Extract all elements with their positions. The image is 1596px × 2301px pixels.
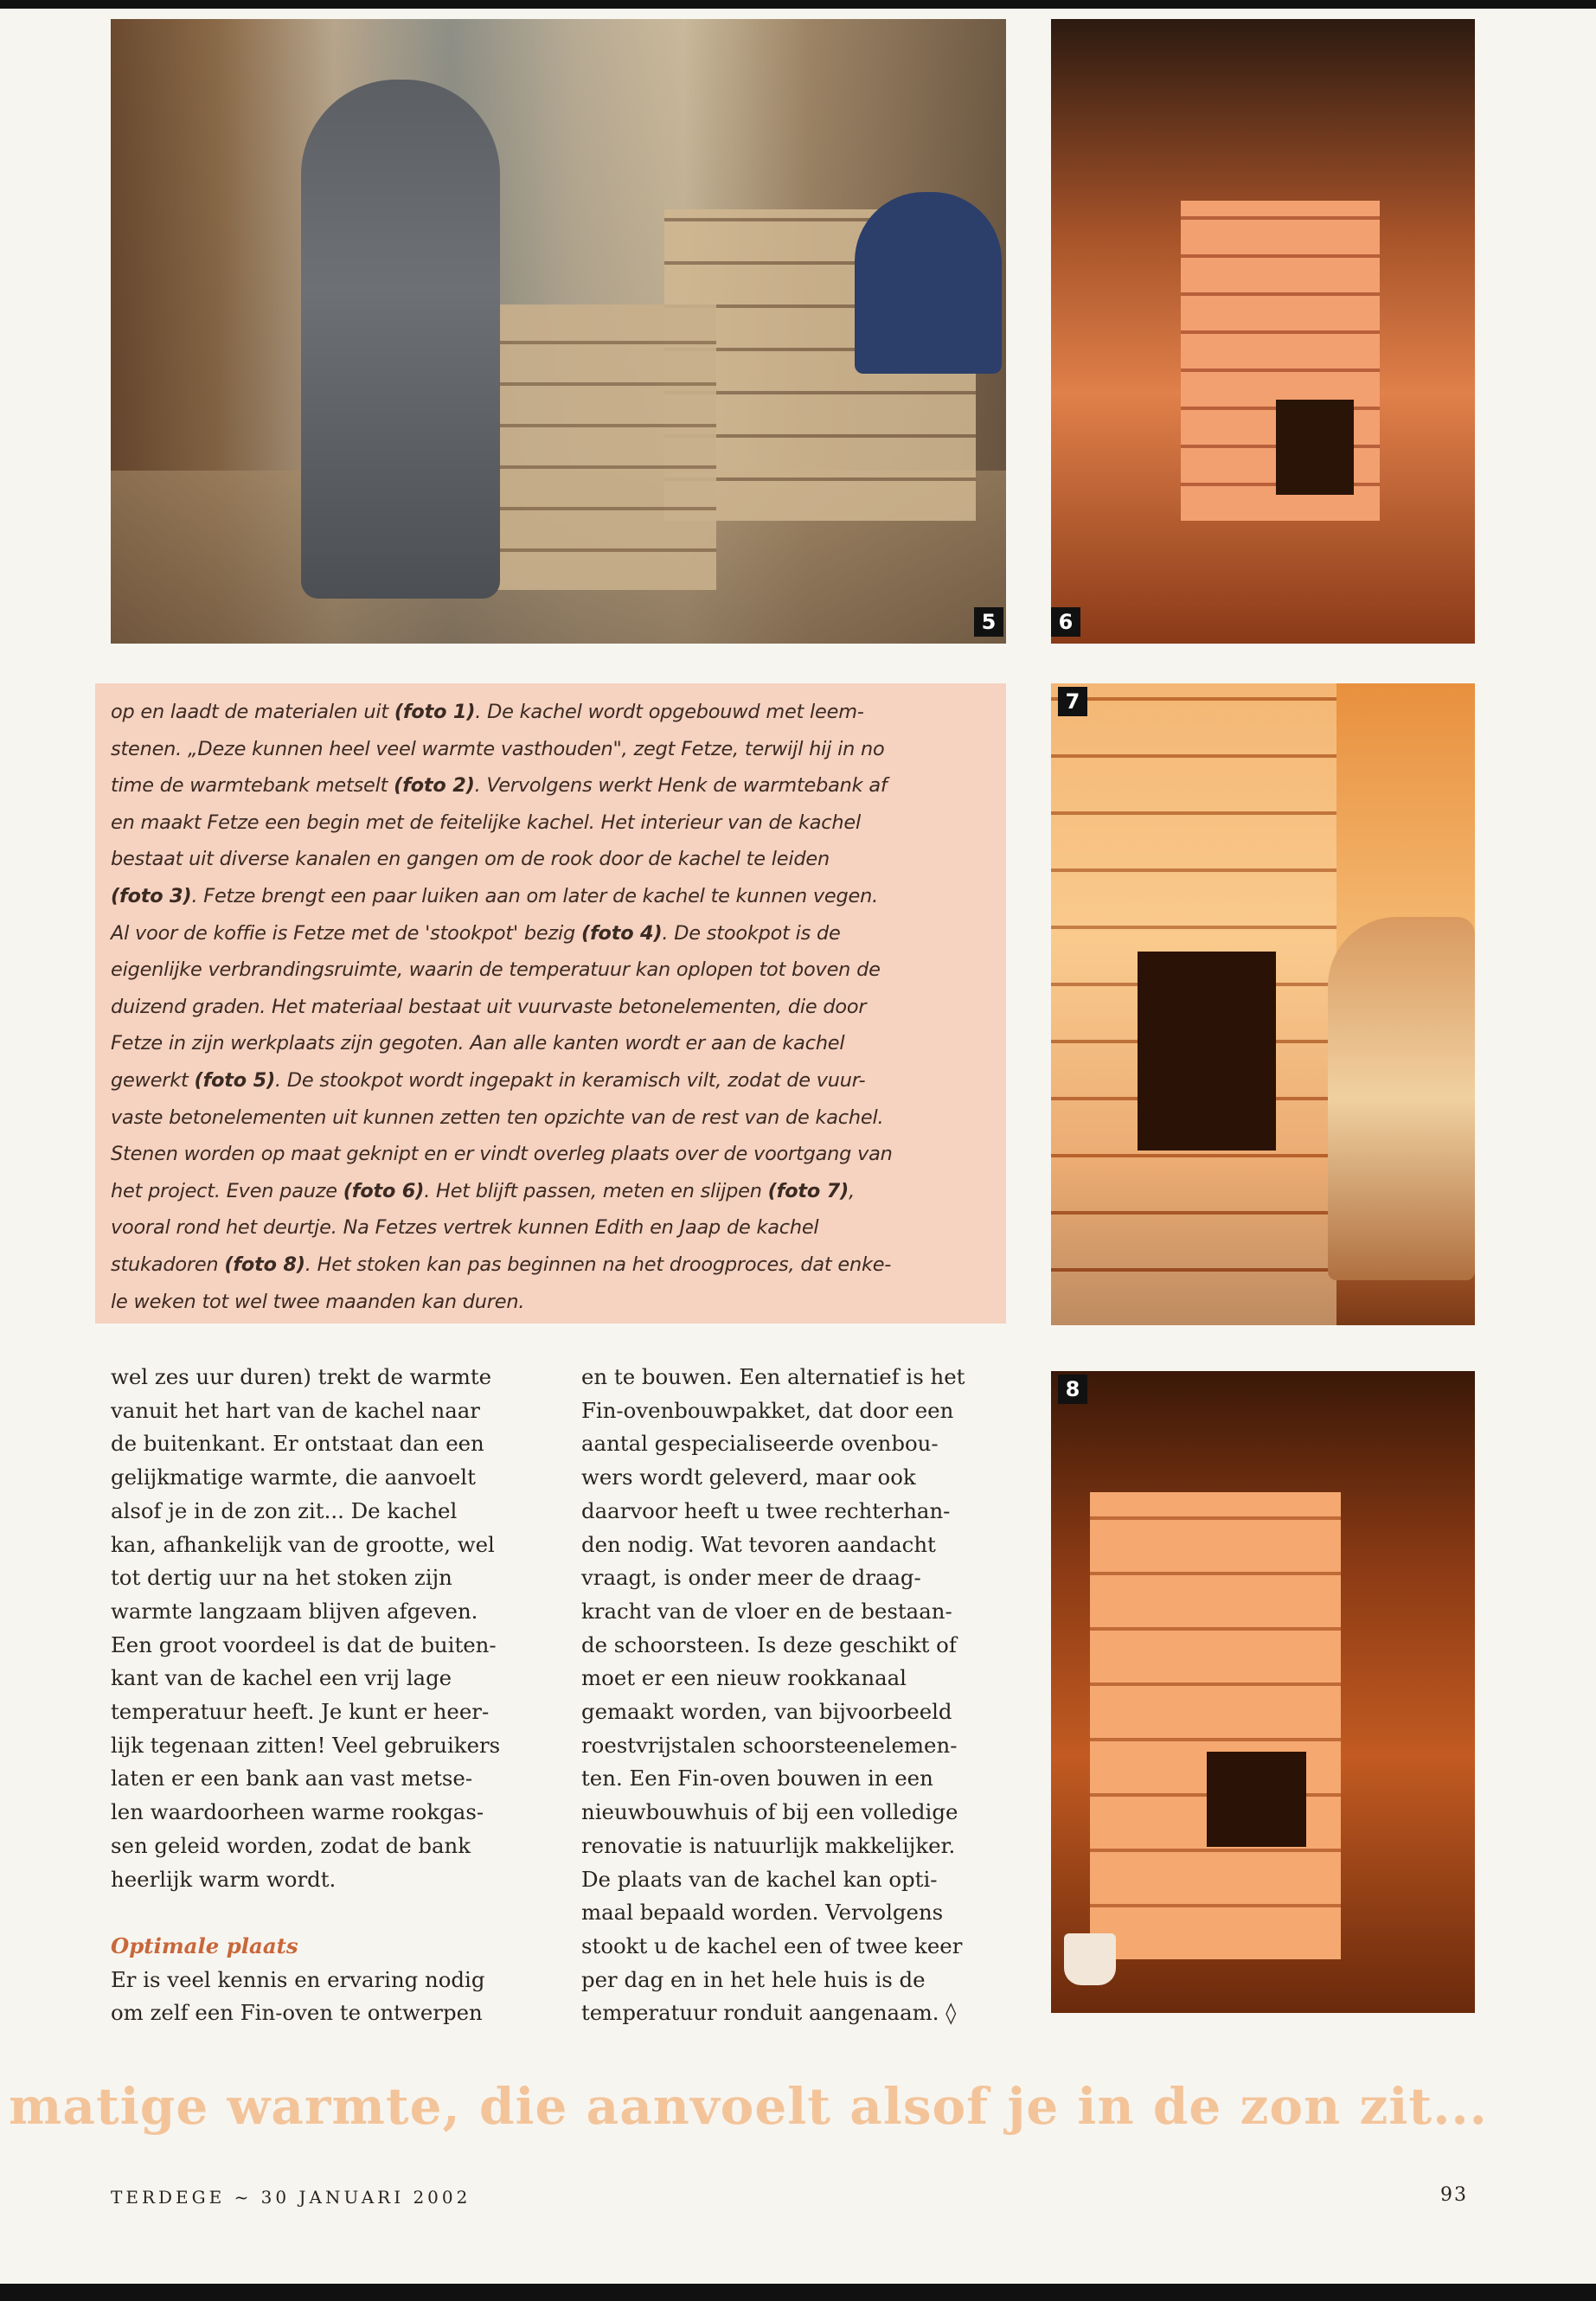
caption-segment: vooral rond het deurtje. Na Fetzes vertrek kunnen Edith en Jaap de kachel: [111, 1216, 819, 1240]
caption-line: [111, 996, 866, 1018]
body-paragraph-2: Er is veel kennis en ervaring nodig om zelf een Fin-oven te ontwerpen: [111, 1966, 485, 2026]
caption-segment: en maakt Fetze een begin met de feitelijke kachel. Het interieur van de kachel: [111, 811, 861, 834]
page-number: 93: [1440, 2184, 1468, 2206]
caption-segment: Al voor de koffie is Fetze met de 'stookpot' bezig: [111, 921, 581, 945]
photo-5: [111, 19, 1006, 644]
caption-segment: het project. Even pauze: [111, 1179, 343, 1202]
caption-line: [111, 1143, 893, 1165]
caption-line: [111, 885, 878, 907]
photo-number-5: 5: [974, 607, 1003, 637]
caption-segment: le weken tot wel twee maanden kan duren.: [111, 1290, 525, 1313]
caption-segment: . De stookpot wordt ingepakt in keramisch vilt, zodat de vuur-: [275, 1068, 866, 1092]
caption-segment: ,: [849, 1179, 856, 1202]
caption-segment: Fetze in zijn werkplaats zijn gegoten. Aan alle kanten wordt er aan de kachel: [111, 1032, 845, 1055]
caption-segment: stukadoren: [111, 1253, 225, 1276]
photo-reference: (foto 2): [394, 774, 475, 798]
top-rule: [0, 0, 1596, 9]
caption-line: [111, 1216, 818, 1239]
photo-reference: (foto 6): [343, 1179, 425, 1202]
caption-segment: time de warmtebank metselt: [111, 774, 394, 798]
photo-reference: (foto 5): [194, 1068, 275, 1092]
caption-segment: . Vervolgens werkt Henk de warmtebank af: [474, 774, 888, 798]
photo-7: [1051, 683, 1475, 1325]
caption-segment: . Fetze brengt een paar luiken aan om later de kachel te kunnen vegen.: [191, 884, 879, 907]
pull-quote: matige warmte, die aanvoelt alsof je in de zon zit...: [9, 2077, 1488, 2136]
caption-segment: eigenlijke verbrandingsruimte, waarin de temperatuur kan oplopen tot boven de: [111, 958, 881, 982]
photo-reference: (foto 8): [224, 1253, 305, 1276]
caption-segment: . De stookpot is de: [662, 921, 841, 945]
caption-line: [111, 738, 885, 760]
footer-publication: TERDEGE ~ 30 JANUARI 2002: [111, 2187, 471, 2208]
caption-line: [111, 922, 841, 945]
body-column-2: en te bouwen. Een alternatief is het Fin-ovenbouwpakket, dat door een aantal gespecialiseerde ovenbou- wers wordt geleverd, maar ook daarvoor heeft u twee rechterhan- den nodig. Wat tevoren aandacht vraagt, is onder meer de draag- kracht van de vloer en de bestaan- de schoorsteen. Is deze geschikt of moet er een nieuw rookkanaal gemaakt worden, van bijvoorbeeld roestvrijstalen schoorsteenelemen- ten. Een Fin-oven bouwen in een nieuwbouwhuis of bij een volledige renovatie is natuurlijk makkelijker. De plaats van de kachel kan opti- maal bepaald worden. Vervolgens stookt u de kachel een of twee keer per dag en in het hele huis is de temperatuur ronduit aangenaam. ◊: [581, 1364, 965, 2026]
caption-segment: op en laadt de materialen uit: [111, 701, 394, 723]
caption-segment: bestaat uit diverse kanalen en gangen om de rook door de kachel te leiden: [111, 848, 830, 871]
bottom-rule: [0, 2284, 1596, 2301]
photo-number-8: 8: [1058, 1375, 1087, 1404]
photo-6: [1051, 19, 1475, 644]
photo-caption-text: [111, 694, 997, 1320]
caption-line: [111, 811, 861, 834]
caption-line: [111, 1106, 883, 1129]
photo-number-7: 7: [1058, 687, 1087, 716]
caption-segment: stenen. „Deze kunnen heel veel warmte vasthouden", zegt Fetze, terwijl hij in no: [111, 737, 885, 760]
caption-line: [111, 1253, 891, 1276]
photo-8: [1051, 1371, 1475, 2013]
caption-line: [111, 774, 888, 797]
photo-reference: (foto 4): [580, 921, 663, 945]
caption-line: [111, 701, 864, 723]
caption-segment: duizend graden. Het materiaal bestaat uit vuurvaste betonelementen, die door: [111, 995, 867, 1018]
caption-segment: . Het stoken kan pas beginnen na het droogproces, dat enke-: [304, 1253, 892, 1276]
caption-line: [111, 848, 830, 870]
subheading-optimale-plaats: Optimale plaats: [111, 1932, 298, 1958]
caption-line: [111, 1291, 524, 1313]
caption-segment: . Het blijft passen, meten en slijpen: [424, 1179, 768, 1202]
body-paragraph-1: wel zes uur duren) trekt de warmte vanuit het hart van de kachel naar de buitenkant. Er ontstaat dan een gelijkmatige warmte, die aanvoelt alsof je in de zon zit... De kachel kan, afhankelijk van de grootte, wel tot dertig uur na het stoken zijn warmte langzaam blijven afgeven. Een groot voordeel is dat de buiten- kant van de kachel een vrij lage temperatuur heeft. Je kunt er heer- lijk tegenaan zitten! Veel gebruikers laten er een bank aan vast metse- len waardoorheen warme rookgas- sen geleid worden, zodat de bank heerlijk warm wordt.: [111, 1364, 501, 1892]
caption-segment: Stenen worden op maat geknipt en er vindt overleg plaats over de voortgang van: [111, 1143, 893, 1166]
caption-line: [111, 1032, 844, 1054]
caption-segment: . De kachel wordt opgebouwd met leem-: [475, 701, 864, 723]
caption-box: [95, 683, 1006, 1324]
caption-line: [111, 958, 881, 981]
photo-reference: (foto 1): [394, 701, 476, 723]
caption-line: [111, 1180, 855, 1202]
caption-segment: gewerkt: [111, 1068, 195, 1092]
caption-line: [111, 1069, 865, 1092]
photo-reference: (foto 3): [111, 884, 192, 907]
photo-reference: (foto 7): [767, 1179, 849, 1202]
photo-number-6: 6: [1051, 607, 1080, 637]
caption-segment: vaste betonelementen uit kunnen zetten ten opzichte van de rest van de kachel.: [111, 1106, 884, 1129]
body-column-1: [111, 1361, 561, 2030]
